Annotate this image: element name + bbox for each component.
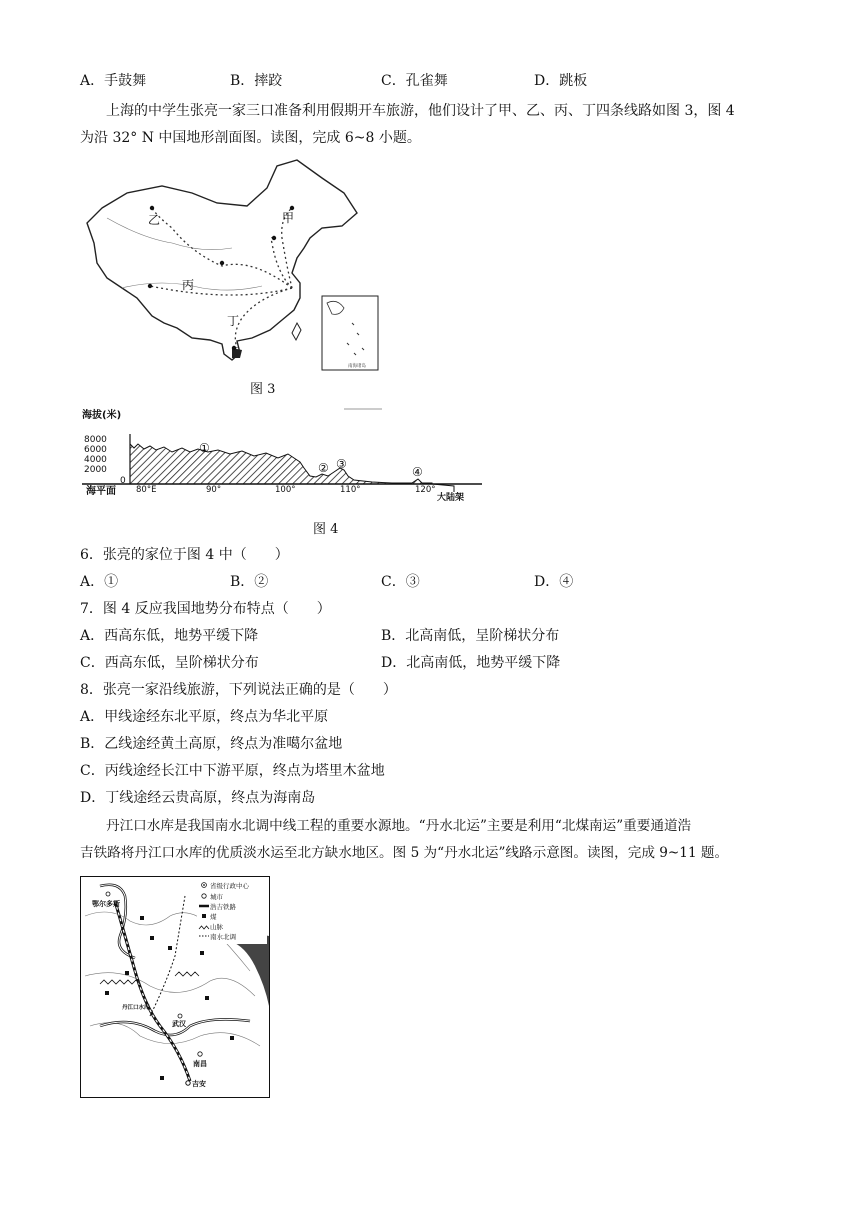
q7-option-b: B．北高南低，呈阶梯状分布 [381,628,560,644]
intro1-line2: 为沿 32° N 中国地形剖面图。读图，完成 6~8 小题。 [80,130,421,146]
marker-4: ④ [412,465,423,479]
intro2-line1: 丹江口水库是我国南水北调中线工程的重要水源地。“丹水北运”主要是利用“北煤南运”重要通道浩 [106,818,692,834]
q6-option-d: D．④ [534,574,574,590]
q8-option-c: C．丙线途经长江中下游平原，终点为塔里木盆地 [80,763,385,779]
capital-symbol [198,1052,202,1056]
route-jia-branch [271,238,292,288]
x-tick-110: 110° [340,485,361,495]
q7-option-d: D．北高南低，地势平缓下降 [381,655,561,671]
q5-option-d: D．跳板 [534,73,588,89]
legend-city-icon [202,894,206,898]
route-endpoint [290,206,294,210]
coal-symbol [150,936,154,940]
q8-option-b: B．乙线途经黄土高原，终点为准噶尔盆地 [80,736,343,752]
q8-option-a: A．甲线途经东北平原，终点为华北平原 [80,709,329,725]
q7-option-c: C．西高东低，呈阶梯状分布 [80,655,259,671]
y-tick-2000: 2000 [84,465,107,475]
route-endpoint [272,236,276,240]
place-danjiangkou: 丹江口水库 [122,1005,150,1011]
y-tick-8000: 8000 [84,435,107,445]
y-tick-6000: 6000 [84,445,107,455]
south-china-sea-inset [322,296,378,370]
coal-symbol [230,1036,234,1040]
q6-option-c: C．③ [381,574,420,590]
intro1-line1: 上海的中学生张亮一家三口准备利用假期开车旅游，他们设计了甲、乙、丙、丁四条线路如图 3，图 4 [106,103,735,119]
marker-3: ③ [336,457,347,471]
x-tick-100: 100° [275,485,296,495]
route-yi [152,208,295,288]
q5-option-b: B．摔跤 [230,73,283,89]
route-label-jia: 甲 [282,211,295,225]
y-axis-title: 海拔(米) [82,410,122,421]
x-tick-80: 80°E [136,485,157,495]
sea-level-label: 海平面 [86,486,116,497]
inset-label: 南海诸岛 [348,364,366,369]
city-symbol [186,1081,190,1085]
place-jian: 吉安 [192,1080,206,1088]
marker-1: ① [199,441,210,455]
city-symbol [178,1014,182,1018]
coal-symbol [205,996,209,1000]
china-outline [87,160,357,360]
city-symbol [106,892,110,896]
route-bing [150,286,292,295]
q5-option-a: A．手鼓舞 [80,73,147,89]
coal-symbol [160,1076,164,1080]
legend-coal: 煤 [210,913,217,921]
y-tick-0: 0 [120,476,126,486]
q8-stem: 8．张亮一家沿线旅游，下列说法正确的是（ ） [80,682,397,698]
q6-option-a: A．① [80,574,119,590]
coal-symbol [105,991,109,995]
legend-diversion: 南水北调 [210,933,236,941]
terrain-profile [130,444,432,484]
coal-symbol [200,951,204,955]
legend-mountain: 山脉 [210,923,223,931]
q8-option-d: D．丁线途经云贵高原，终点为海南岛 [80,790,316,806]
figure-5-map [80,876,270,1098]
route-endpoint [150,206,154,210]
inland-border [107,218,232,250]
route-label-bing: 丙 [182,278,195,292]
route-label-ding: 丁 [227,314,240,328]
shelf-label: 大陆架 [437,493,465,503]
figure-4-profile [82,404,482,504]
q5-option-c: C．孔雀舞 [381,73,448,89]
q7-option-a: A．西高东低，地势平缓下降 [80,628,259,644]
q6-stem: 6．张亮的家位于图 4 中（ ） [80,547,289,563]
coal-symbol [125,971,129,975]
route-endpoint [148,284,152,288]
x-tick-90: 90° [206,485,222,495]
coal-symbol [140,916,144,920]
place-wuhan: 武汉 [172,1020,186,1028]
figure-3-map [82,158,382,373]
figure-3-caption: 图 3 [250,382,276,397]
legend-capital: 省级行政中心 [210,882,249,890]
coal-symbol [168,946,172,950]
place-nanchang: 南昌 [193,1060,207,1068]
place-ordos: 鄂尔多斯 [92,900,120,908]
legend-railway: 浩吉铁路 [210,903,236,911]
intro2-line2: 吉铁路将丹江口水库的优质淡水运至北方缺水地区。图 5 为“丹水北运”线路示意图。读图，完成 9~11 题。 [80,845,729,861]
route-endpoint [220,261,224,265]
q6-option-b: B．② [230,574,269,590]
legend-coal-icon [202,914,206,918]
route-endpoint [232,346,236,350]
figure-4-caption: 图 4 [313,522,339,537]
x-tick-120: 120° [415,485,436,495]
legend-city: 城市 [210,893,223,901]
marker-2: ② [318,461,329,475]
taiwan-island [292,323,301,340]
y-tick-4000: 4000 [84,455,107,465]
route-label-yi: 乙 [148,213,161,227]
q7-stem: 7．图 4 反应我国地势分布特点（ ） [80,601,331,617]
